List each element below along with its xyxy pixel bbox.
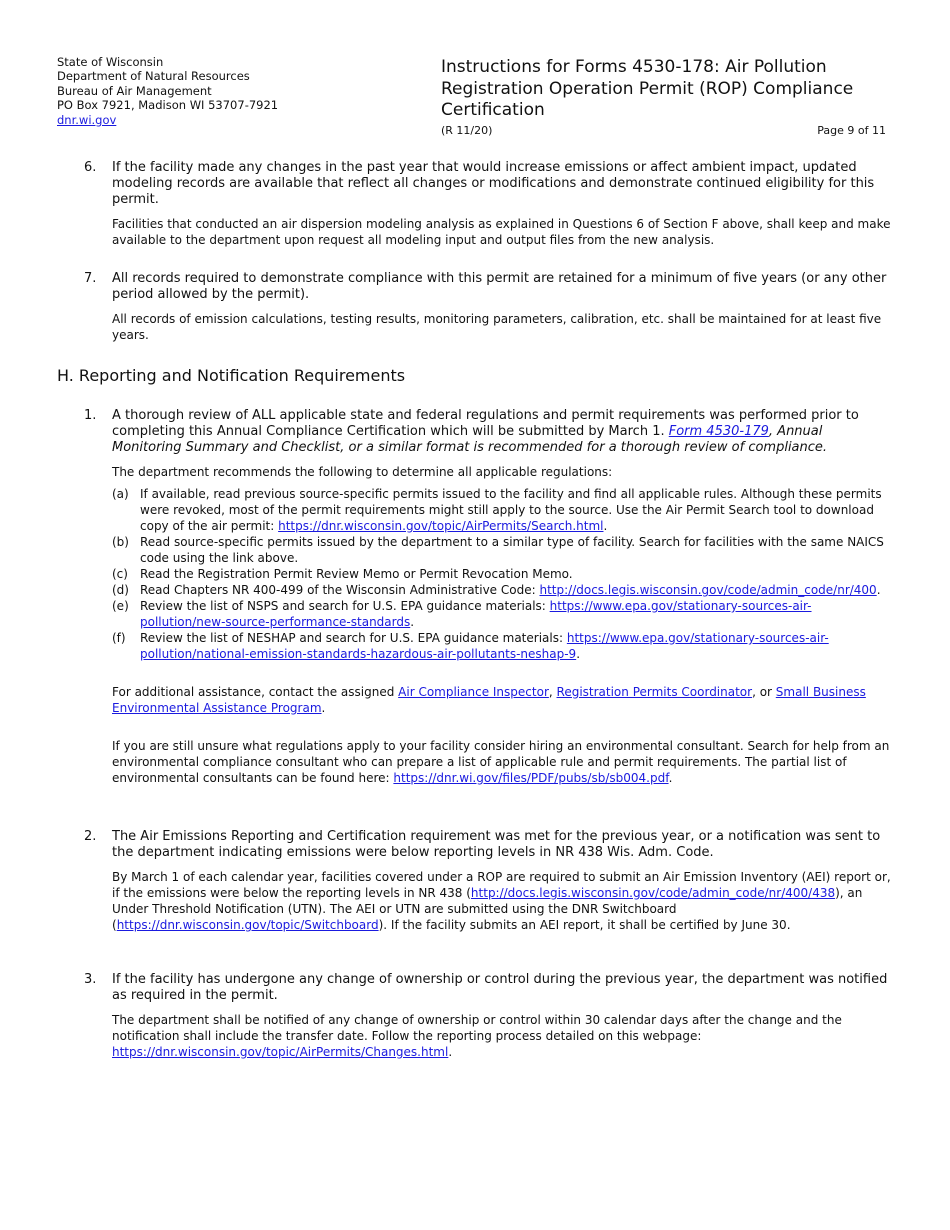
- guidance-intro: The department recommends the following to determine all applicable regulations:: [112, 465, 613, 479]
- assistance-paragraph: [112, 684, 894, 716]
- paragraph-text: , or: [752, 685, 776, 699]
- air-compliance-inspector-link[interactable]: Air Compliance Inspector: [398, 685, 549, 699]
- ownership-changes-link[interactable]: https://dnr.wisconsin.gov/topic/AirPermits/Changes.html: [112, 1045, 449, 1059]
- item-guidance: All records of emission calculations, testing results, monitoring parameters, calibration, etc. shall be maintained for at least five years.: [112, 312, 882, 342]
- sub-item-e: [112, 598, 894, 630]
- sub-item-text: Read the Registration Permit Review Memo or Permit Revocation Memo.: [140, 567, 573, 581]
- guidance-text: The department shall be notified of any change of ownership or control within 30 calendar days after the change and the notification shall include the transfer date. Follow the reporting process detailed on this webpage:: [112, 1013, 842, 1043]
- checklist-item-h2: [84, 829, 894, 933]
- sub-item-label: (c): [112, 567, 128, 581]
- air-permit-search-link[interactable]: https://dnr.wisconsin.gov/topic/AirPermits/Search.html: [278, 519, 604, 533]
- item-number: 6.: [84, 160, 97, 175]
- section-heading: H. Reporting and Notification Requirements: [57, 366, 406, 385]
- nsps-link[interactable]: https://www.epa.gov/stationary-sources-air-pollution/new-source-performance-standards: [140, 599, 812, 629]
- item-number: 1.: [84, 408, 97, 423]
- agency-website-link[interactable]: dnr.wi.gov: [57, 112, 117, 127]
- sub-item-text: .: [603, 519, 608, 533]
- sub-item-text: Read source-specific permits issued by the department to a similar type of facility. Search for facilities with the same NAICS code using the link above.: [140, 535, 884, 565]
- checklist-item-h1: [84, 408, 894, 786]
- statement-text: A thorough review of ALL applicable state and federal regulations and permit requirements was performed prior to completing this Annual Compliance Certification which will be submitted by March 1.: [112, 408, 859, 439]
- switchboard-link[interactable]: https://dnr.wisconsin.gov/topic/Switchboard: [116, 918, 379, 932]
- agency-address-block: [57, 55, 278, 127]
- sub-item-f: [112, 630, 894, 662]
- sub-item-label: (f): [112, 631, 126, 645]
- item-statement: If the facility has undergone any change of ownership or control during the previous year, the department was notified as required in the permit.: [112, 972, 888, 1003]
- sub-item-label: (b): [112, 535, 129, 549]
- checklist-item-6: [84, 160, 894, 248]
- guidance-text: ), an Under Threshold Notification (UTN). The AEI or UTN are submitted using the DNR Switchboard (: [112, 886, 863, 932]
- statement-text: , Annual Monitoring Summary and Checklist, or a similar format is recommended for a thorough review of compliance.: [112, 424, 828, 455]
- checklist-item-h3: [84, 972, 894, 1060]
- item-guidance: [112, 464, 894, 480]
- revision-date: (R 11/20): [441, 124, 493, 137]
- sub-item-text: .: [410, 615, 415, 629]
- item-guidance: [112, 869, 894, 933]
- sub-item-a: [112, 486, 894, 534]
- form-4530-179-link[interactable]: Form 4530-179: [668, 424, 769, 439]
- item-statement: [112, 408, 894, 456]
- item-statement: All records required to demonstrate compliance with this permit are retained for a minimum of five years (or any other period allowed by the permit).: [112, 271, 887, 302]
- item-guidance: [112, 1012, 894, 1060]
- item-statement: If the facility made any changes in the past year that would increase emissions or affect ambient impact, updated modeling records are available that reflect all changes or modifications and demonstrate continued eligibility for this permit.: [112, 160, 875, 207]
- sub-item-d: [112, 582, 894, 598]
- nr438-link[interactable]: http://docs.legis.wisconsin.gov/code/admin_code/nr/400/438: [470, 886, 836, 900]
- item-guidance: Facilities that conducted an air dispersion modeling analysis as explained in Questions 6 of Section F above, shall keep and make available to the department upon request all modeling input and output files from the new analysis.: [112, 217, 891, 247]
- admin-code-link[interactable]: http://docs.legis.wisconsin.gov/code/admin_code/nr/400: [539, 583, 877, 597]
- small-business-assistance-link[interactable]: Small Business Environmental Assistance Program: [112, 685, 866, 715]
- registration-permits-coordinator-link[interactable]: Registration Permits Coordinator: [556, 685, 753, 699]
- sub-item-text: If available, read previous source-specific permits issued to the facility and find all applicable rules. Although these permits were revoked, most of the permit requirements might still apply to the source. Use the Air Permit Search tool to download copy of the air permit:: [140, 487, 882, 533]
- guidance-text: .: [448, 1045, 453, 1059]
- sub-item-text: Review the list of NESHAP and search for U.S. EPA guidance materials:: [140, 631, 567, 645]
- sub-list: [112, 486, 894, 662]
- sub-item-label: (e): [112, 599, 129, 613]
- sub-item-b: [112, 534, 894, 566]
- paragraph-text: For additional assistance, contact the assigned: [112, 685, 399, 699]
- page-number: Page 9 of 11: [817, 124, 886, 137]
- sub-item-label: (a): [112, 487, 129, 501]
- agency-line: PO Box 7921, Madison WI 53707-7921: [57, 98, 279, 113]
- document-title: Instructions for Forms 4530-178: Air Pollution Registration Operation Permit (ROP) Compliance Certification: [441, 57, 854, 120]
- item-number: 3.: [84, 972, 97, 987]
- sub-item-c: [112, 566, 894, 582]
- sub-item-label: (d): [112, 583, 129, 597]
- guidance-text: By March 1 of each calendar year, facilities covered under a ROP are required to submit an Air Emission Inventory (AEI) report or, if the emissions were below the reporting levels in NR 438 (: [112, 870, 891, 900]
- paragraph-text: If you are still unsure what regulations apply to your facility consider hiring an environmental consultant. Search for help from an environmental compliance consultant who can prepare a list of applicable rule and permit requirements. The partial list of environmental consultants can be found here:: [112, 739, 890, 785]
- sub-item-text: .: [876, 583, 881, 597]
- agency-line: Department of Natural Resources: [57, 69, 250, 84]
- agency-line: State of Wisconsin: [57, 55, 164, 69]
- item-number: 7.: [84, 271, 97, 286]
- paragraph-text: .: [321, 701, 326, 715]
- item-number: 2.: [84, 829, 97, 844]
- paragraph-text: .: [668, 771, 673, 785]
- item-statement: The Air Emissions Reporting and Certification requirement was met for the previous year, or a notification was sent to the department indicating emissions were below reporting levels in NR 438 Wis. Adm. Code.: [112, 829, 881, 860]
- sub-item-text: .: [576, 647, 581, 661]
- consultant-list-link[interactable]: https://dnr.wi.gov/files/PDF/pubs/sb/sb004.pdf: [393, 771, 669, 785]
- sub-item-text: Read Chapters NR 400-499 of the Wisconsin Administrative Code:: [140, 583, 540, 597]
- guidance-text: ). If the facility submits an AEI report, it shall be certified by June 30.: [378, 918, 791, 932]
- consultant-paragraph: [112, 738, 894, 786]
- sub-item-text: Review the list of NSPS and search for U.S. EPA guidance materials:: [140, 599, 550, 613]
- agency-line: Bureau of Air Management: [57, 83, 212, 98]
- checklist-item-7: [84, 271, 894, 343]
- paragraph-text: ,: [548, 685, 557, 699]
- neshap-link[interactable]: https://www.epa.gov/stationary-sources-air-pollution/national-emission-standards-hazardous-air-pollutants-neshap-9: [140, 631, 829, 661]
